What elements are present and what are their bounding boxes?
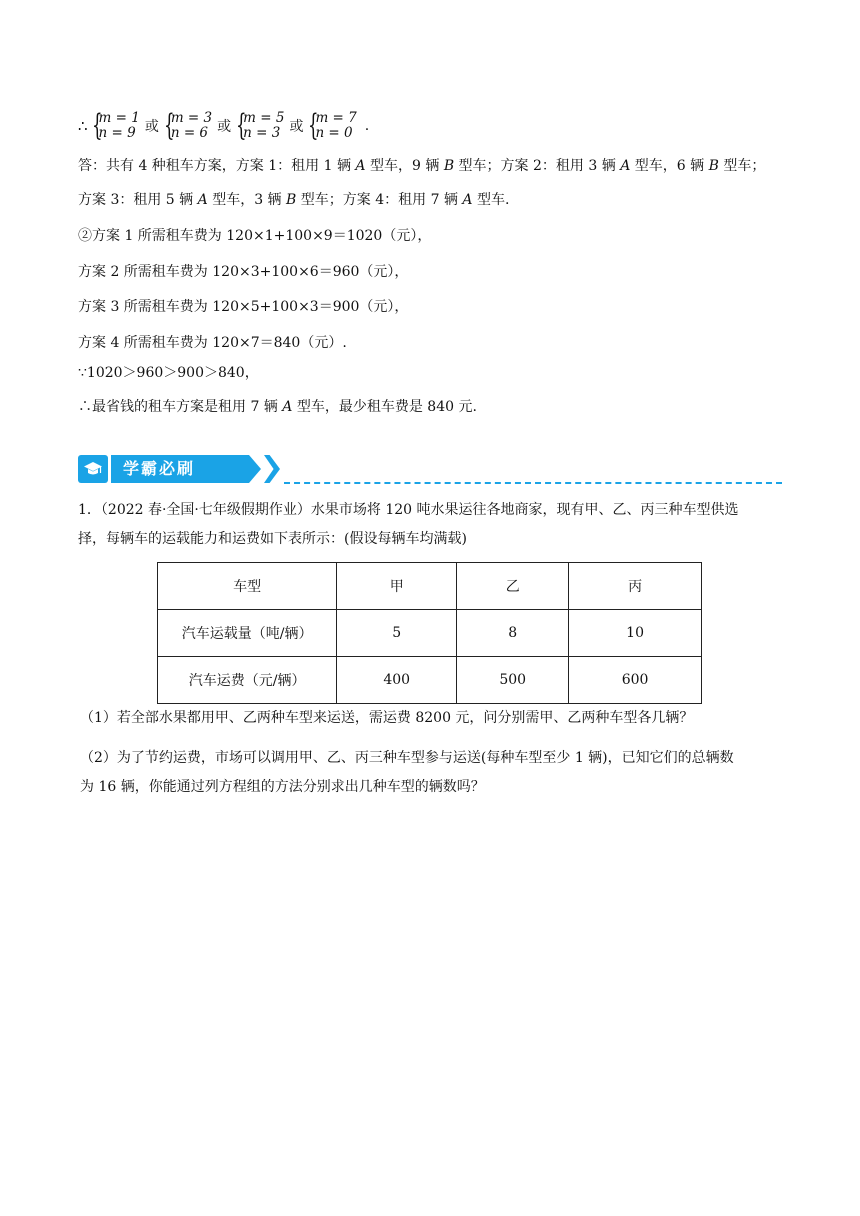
text-run: 型车，6 辆 <box>630 158 709 174</box>
text-run: 型车；方案 2：租用 3 辆 <box>454 158 621 174</box>
problem-intro-line-1: 1．（2022 春·全国·七年级假期作业）水果市场将 120 吨水果运往各地商家，现有甲、乙、丙三种车型供选 <box>78 502 739 518</box>
table-cell: 500 <box>457 657 569 704</box>
left-brace: { <box>91 108 103 143</box>
var-a: A <box>282 399 293 415</box>
var-a: A <box>620 158 631 174</box>
system-2-eq2: n = 6 <box>170 125 209 141</box>
section-title: 学霸必刷 <box>123 459 196 478</box>
var-b: B <box>443 158 455 174</box>
system-2-eq1: m = 3 <box>170 110 213 126</box>
because-line: ∵1020＞960＞900＞840， <box>78 365 259 381</box>
text-run: 型车. <box>472 192 510 208</box>
equation-system-3 <box>234 108 285 143</box>
var-a: A <box>462 192 473 208</box>
or-word: 或 <box>289 119 304 135</box>
section-divider <box>284 482 782 484</box>
text-run: 型车，最少租车费是 840 元. <box>292 399 477 415</box>
system-4-eq2: n = 0 <box>315 125 353 141</box>
system-3-eq1: m = 5 <box>243 110 285 126</box>
var-b: B <box>708 158 719 174</box>
left-brace: { <box>236 108 247 143</box>
system-4-eq1: m = 7 <box>315 110 357 126</box>
equation-system-1 <box>90 108 140 143</box>
vehicle-table <box>157 562 702 704</box>
equation-system-4 <box>306 108 357 143</box>
answer-line-2 <box>78 190 509 210</box>
table-cell: 8 <box>457 610 569 657</box>
table-cell: 600 <box>569 657 702 704</box>
text-run: 型车，3 辆 <box>207 192 287 208</box>
var-a: A <box>355 158 366 174</box>
or-word: 或 <box>144 119 159 135</box>
table-cell: 5 <box>337 610 457 657</box>
left-brace: { <box>308 108 319 143</box>
end-mark: . <box>364 118 370 134</box>
answer-line-1 <box>78 156 765 176</box>
chevron-right-icon <box>264 455 280 483</box>
cost-line-4: 方案 4 所需租车费为 120×7＝840（元）. <box>78 335 347 351</box>
question-2 <box>80 744 786 802</box>
table-cell: 400 <box>337 657 457 704</box>
table-row <box>158 610 702 657</box>
table-header-row <box>158 563 702 610</box>
table-cell: 10 <box>569 610 702 657</box>
table-header-cell: 车型 <box>158 563 337 610</box>
table-header-cell: 乙 <box>457 563 569 610</box>
var-b: B <box>286 192 297 208</box>
cost-line-2: 方案 2 所需租车费为 120×3+100×6＝960（元）， <box>78 264 409 280</box>
or-word: 或 <box>217 119 232 135</box>
question-2-line-1: （2）为了节约运费，市场可以调用甲、乙、丙三种车型参与运送(每种车型至少 1 辆)，已知它们的总辆数 <box>80 750 734 766</box>
graduation-cap-icon <box>78 455 108 483</box>
table-cell: 汽车运费（元/辆） <box>158 657 337 704</box>
table-cell: 汽车运载量（吨/辆） <box>158 610 337 657</box>
solution-systems-line <box>78 108 369 144</box>
problem-intro-line-2: 择，每辆车的运载能力和运费如下表所示：(假设每辆车均满载) <box>78 531 467 547</box>
table-header-cell: 甲 <box>337 563 457 610</box>
text-run: ∴最省钱的租车方案是租用 7 辆 <box>78 399 283 415</box>
table-header-cell: 丙 <box>569 563 702 610</box>
question-1: （1）若全部水果都用甲、乙两种车型来运送，需运费 8200 元，问分别需甲、乙两种车型各几辆？ <box>80 710 694 726</box>
equation-system-2 <box>162 108 213 143</box>
conclusion-line <box>78 397 477 417</box>
problem-intro <box>78 496 784 554</box>
table-row <box>158 657 702 704</box>
cost-line-3: 方案 3 所需租车费为 120×5+100×3＝900（元）， <box>78 299 409 315</box>
text-run: 方案 3：租用 5 辆 <box>78 192 198 208</box>
question-2-line-2: 为 16 辆，你能通过列方程组的方法分别求出几种车型的辆数吗？ <box>80 779 485 795</box>
text-run: 型车；方案 4：租用 7 辆 <box>296 192 463 208</box>
therefore-symbol: ∴ <box>78 117 88 135</box>
system-1-eq1: m = 1 <box>98 110 140 126</box>
text-run: 型车； <box>718 158 766 174</box>
var-a: A <box>197 192 208 208</box>
text-run: 型车，9 辆 <box>365 158 444 174</box>
section-header <box>78 454 782 484</box>
left-brace: { <box>163 108 175 143</box>
system-1-eq2: n = 9 <box>98 125 136 141</box>
text-run: 答：共有 4 种租车方案，方案 1：租用 1 辆 <box>78 158 356 174</box>
cost-line-1: ②方案 1 所需租车费为 120×1+100×9＝1020（元）， <box>78 228 432 244</box>
system-3-eq2: n = 3 <box>243 125 281 141</box>
